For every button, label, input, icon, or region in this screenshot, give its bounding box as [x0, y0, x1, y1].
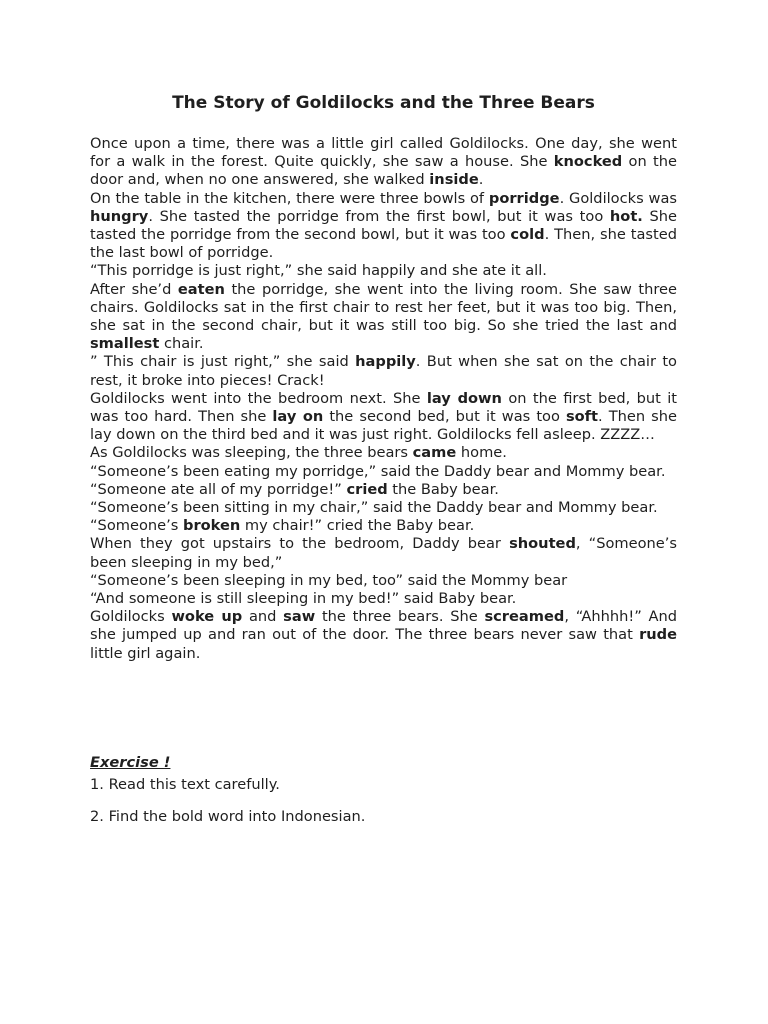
story-paragraph [90, 135, 677, 190]
text-run: . Then, she tasted the last bowl of porridge. [90, 226, 677, 262]
bold-word: screamed [484, 608, 565, 626]
text-run: . Then she lay down on the third bed and it was just right. Goldilocks fell asleep. ZZZZ… [90, 408, 677, 444]
story-body [90, 135, 677, 663]
story-paragraph [90, 190, 677, 263]
story-paragraph [90, 353, 677, 389]
bold-word: happily [355, 353, 416, 371]
bold-word: came [412, 444, 457, 462]
bold-word: hot. [609, 207, 643, 225]
text-run: . But when she sat on the chair to rest, it broke into pieces! Crack! [90, 353, 677, 389]
bold-word: cold [510, 226, 545, 244]
exercise-section [90, 754, 677, 841]
text-run: “And someone is still sleeping in my bed!” said Baby bear. [90, 590, 517, 608]
story-paragraph [90, 463, 677, 481]
text-run: the three bears. She [315, 608, 485, 626]
story-paragraph [90, 590, 677, 608]
bold-word: eaten [177, 280, 225, 298]
story-paragraph [90, 481, 677, 499]
bold-word: soft [565, 408, 599, 426]
story-paragraph [90, 281, 677, 354]
story-paragraph [90, 535, 677, 571]
text-run: Goldilocks [90, 608, 172, 626]
bold-word: saw [283, 608, 316, 626]
bold-word: lay on [272, 408, 324, 426]
story-paragraph [90, 572, 677, 590]
text-run: “Someone’s [90, 517, 183, 535]
text-run: . Goldilocks was [559, 189, 677, 207]
story-title: The Story of Goldilocks and the Three Bears [172, 93, 595, 113]
bold-word: hungry [90, 207, 149, 225]
text-run: As Goldilocks was sleeping, the three bears [90, 444, 413, 462]
exercise-item: 2. Find the bold word into Indonesian. [90, 808, 366, 826]
text-run: little girl again. [90, 644, 201, 662]
bold-word: lay down [426, 389, 502, 407]
exercise-item: 1. Read this text carefully. [90, 776, 280, 794]
text-run: Once upon a time, there was a little girl called Goldilocks. One day, she went for a walk in the forest. Quite quickly, she saw a house. She [90, 135, 677, 171]
text-run: “Someone’s been sitting in my chair,” said the Daddy bear and Mommy bear. [90, 499, 658, 517]
bold-word: knocked [553, 153, 623, 171]
text-run: on the door and, when no one answered, she walked [90, 153, 678, 189]
text-run: and [242, 608, 284, 626]
text-run: “This porridge is just right,” she said happily and she ate it all. [90, 262, 547, 280]
text-run: the second bed, but it was too [323, 408, 566, 426]
text-run: on the first bed, but it was too hard. Then she [90, 389, 678, 426]
text-run: On the table in the kitchen, there were three bowls of [90, 189, 489, 207]
bold-word: rude [639, 626, 677, 644]
text-run: She tasted the porridge from the second bowl, but it was too [90, 207, 677, 244]
story-paragraph [90, 517, 677, 535]
text-run: ” This chair is just right,” she said [90, 353, 356, 371]
bold-word: cried [346, 480, 388, 498]
text-run: chair. [159, 335, 204, 353]
text-run: “Someone’s been sleeping in my bed, too” said the Mommy bear [90, 571, 568, 589]
text-run: After she’d [90, 280, 178, 298]
story-paragraph [90, 262, 677, 280]
story-paragraph [90, 390, 677, 445]
text-run: . [478, 171, 484, 189]
bold-word: inside [429, 171, 479, 189]
story-paragraph [90, 499, 677, 517]
bold-word: woke up [171, 608, 243, 626]
story-paragraph [90, 608, 677, 663]
text-run: “Someone’s been eating my porridge,” said the Daddy bear and Mommy bear. [90, 462, 666, 480]
text-run: When they got upstairs to the bedroom, Daddy bear [90, 535, 510, 553]
text-run: , “Ahhhh!” And she jumped up and ran out of the door. The three bears never saw that [90, 608, 678, 644]
bold-word: smallest [90, 335, 160, 353]
text-run: Goldilocks went into the bedroom next. She [90, 389, 427, 407]
bold-word: broken [183, 517, 241, 535]
text-run: “Someone ate all of my porridge!” [90, 480, 347, 498]
story-paragraph [90, 444, 677, 462]
text-run: the porridge, she went into the living room. She saw three chairs. Goldilocks sat in the first chair to rest her feet, but it was too big. Then, she sat in the second chair, but it was still too big. So she tried the last and [90, 280, 677, 335]
bold-word: shouted [509, 535, 576, 553]
text-run: , “Someone’s been sleeping in my bed,” [90, 535, 678, 571]
text-run: my chair!” cried the Baby bear. [240, 517, 475, 535]
text-run: home. [456, 444, 507, 462]
exercise-heading: Exercise ! [90, 754, 171, 771]
bold-word: porridge [488, 189, 560, 207]
text-run: . She tasted the porridge from the first bowl, but it was too [148, 207, 610, 225]
text-run: the Baby bear. [387, 480, 499, 498]
